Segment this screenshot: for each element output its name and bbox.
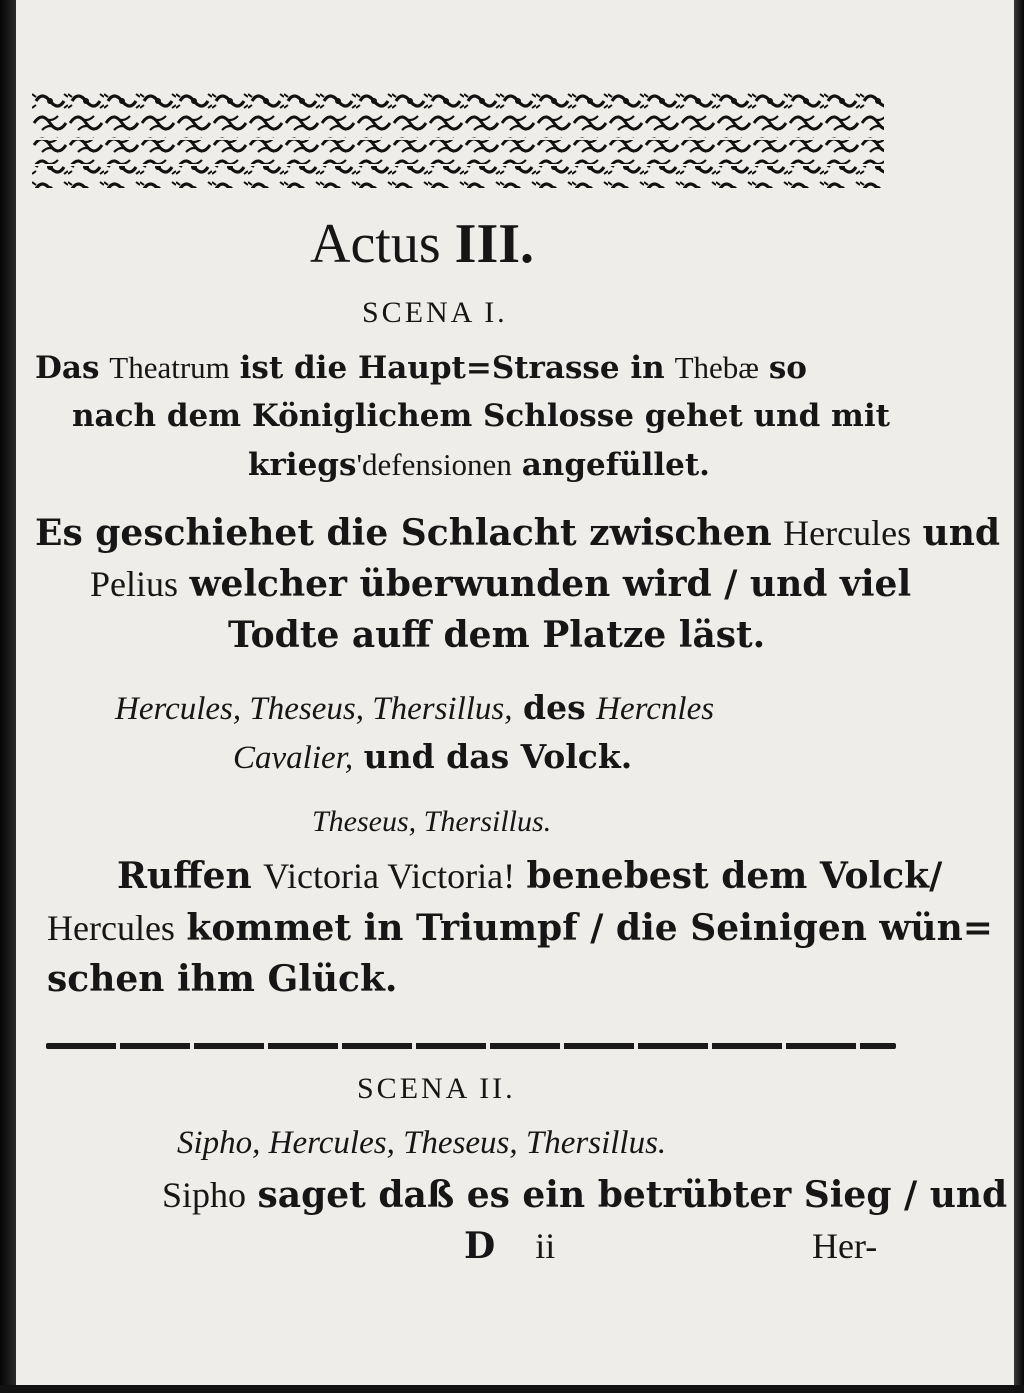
catchword: Her-	[812, 1226, 878, 1266]
text-fragment: 'defensionen	[356, 447, 512, 482]
text-fragment: Ruffen	[117, 855, 252, 897]
text-fragment: Cavalier,	[233, 740, 354, 776]
text-fragment: kriegs	[248, 447, 357, 483]
text-fragment: Theatrum	[109, 350, 230, 385]
text-fragment: saget daß es ein betrübter Sieg / und	[257, 1174, 1008, 1216]
text-fragment: und das Volck.	[363, 737, 633, 776]
section-divider-rule	[46, 1043, 896, 1049]
text-fragment: benebest dem Volck/	[526, 855, 943, 897]
battle-line-1	[35, 512, 1000, 554]
signature-mark	[464, 1225, 555, 1267]
text-fragment: ist die Haupt=Strasse in	[239, 350, 665, 386]
cry-line-2	[47, 907, 993, 949]
text-fragment: Sipho	[162, 1175, 247, 1215]
scan-right-edge	[1014, 0, 1024, 1393]
ornament-border	[32, 90, 884, 190]
scena-2-heading: SCENA II.	[357, 1072, 516, 1105]
scan-left-edge	[0, 0, 16, 1393]
stage-direction-line-2: nach dem Königlichem Schlosse gehet und mit	[72, 398, 890, 434]
text-fragment: Hercules	[783, 513, 912, 553]
scena-2-text	[162, 1174, 1007, 1216]
stage-direction-line-1	[35, 350, 807, 386]
text-fragment: Victoria Victoria!	[263, 856, 516, 896]
battle-line-3: Todte auff dem Platze läst.	[228, 614, 766, 656]
signature-number: ii	[535, 1226, 556, 1266]
text-fragment: Das	[35, 350, 100, 386]
characters-line-3: Theseus, Thersillus.	[312, 805, 552, 838]
text-fragment: des	[523, 688, 586, 727]
text-fragment: so	[768, 350, 807, 386]
text-fragment: Hercules	[47, 908, 175, 948]
text-fragment: welcher überwunden wird / und viel	[189, 563, 912, 605]
stage-direction-line-3	[248, 447, 710, 483]
act-title	[310, 212, 534, 276]
signature-letter: D	[464, 1225, 496, 1267]
text-fragment: Pelius	[90, 564, 179, 604]
scena-2-characters: Sipho, Hercules, Theseus, Thersillus.	[177, 1125, 667, 1161]
cry-line-3: schen ihm Glück.	[47, 958, 398, 1000]
text-fragment: angefüllet.	[521, 447, 710, 483]
characters-line-2	[233, 737, 632, 777]
scena-1-heading: SCENA I.	[362, 296, 508, 329]
text-fragment: und	[922, 512, 1001, 554]
characters-line-1	[115, 688, 714, 728]
act-title-word: Actus	[310, 213, 441, 275]
text-fragment: Hercules, Theseus, Thersillus,	[115, 691, 513, 727]
scan-bottom-edge	[0, 1385, 1024, 1393]
act-title-number: III.	[454, 213, 535, 275]
text-fragment: Thebæ	[674, 350, 759, 385]
text-fragment: Es geschiehet die Schlacht zwischen	[35, 512, 772, 554]
battle-line-2	[90, 563, 911, 605]
text-fragment: Hercnles	[596, 691, 715, 727]
cry-line-1	[117, 855, 942, 897]
text-fragment: kommet in Triumpf / die Seinigen wün=	[186, 907, 993, 949]
